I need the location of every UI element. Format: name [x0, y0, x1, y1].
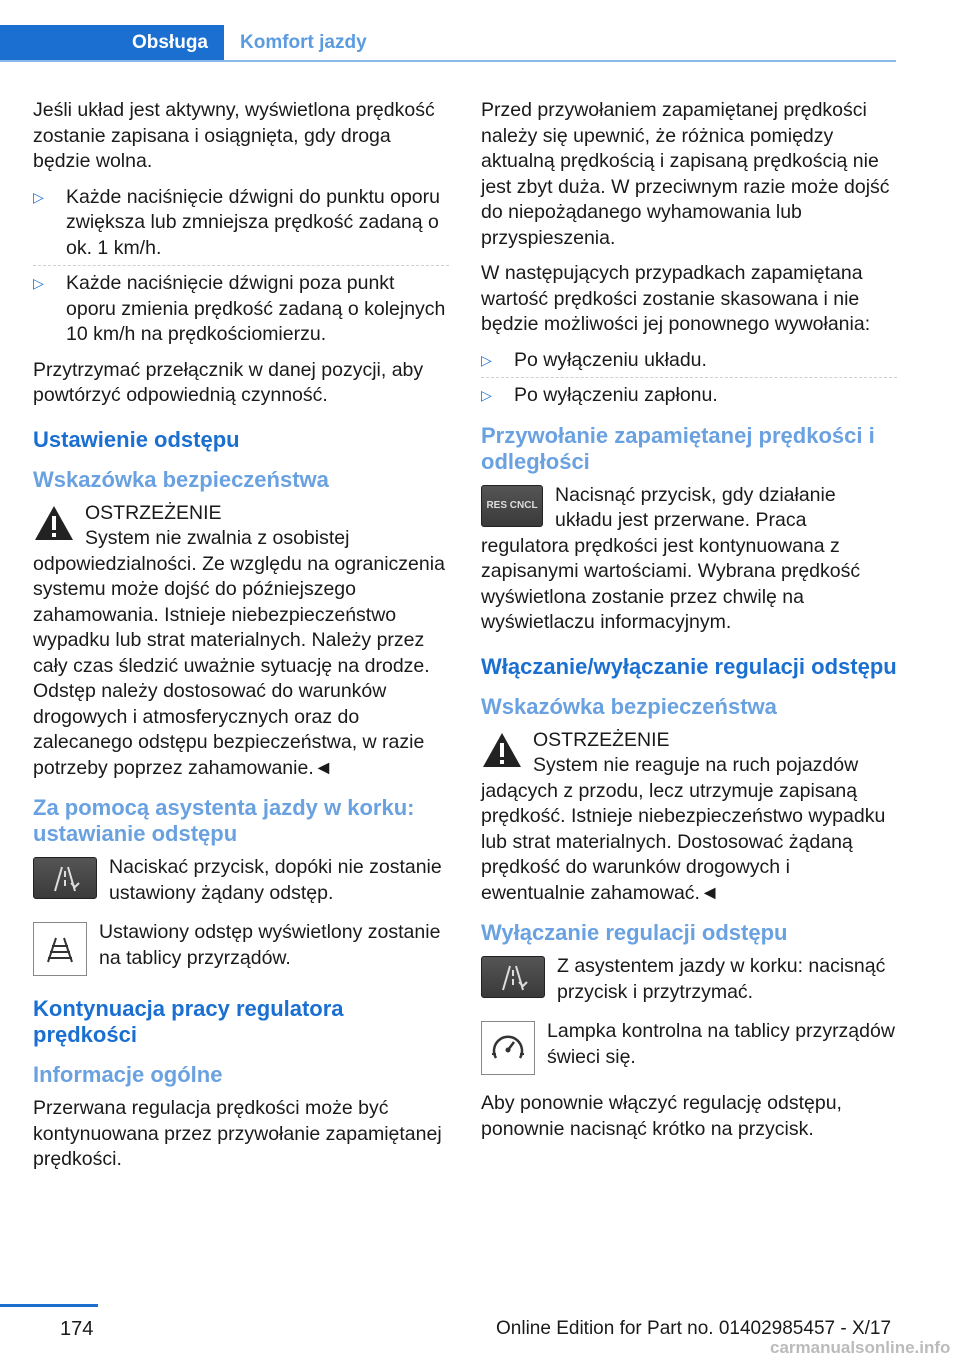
right-column: [481, 98, 897, 1152]
cases-paragraph: W następujących przypadkach zapamiętana wartość prędkości zostanie skasowana i nie będzie możliwości jej ponownego wywołania:: [481, 262, 871, 335]
list-item: ▷ Po wyłączeniu układu.: [481, 348, 897, 374]
heading-off: Wyłączanie regulacji odstępu: [481, 920, 788, 945]
speedometer-lamp-icon: [481, 1021, 535, 1075]
heading-toggle: Włączanie/wyłączanie regulacji odstępu: [481, 653, 897, 679]
off-row: [481, 954, 897, 1005]
warning-triangle-icon: [33, 504, 75, 542]
distance-indicator-icon: [33, 922, 87, 976]
press-row: [33, 855, 449, 906]
shown-row: [33, 920, 449, 978]
distance-button-icon: [481, 956, 545, 998]
press-text: Naciskać przycisk, dopóki nie zostanie ustawiony żądany odstęp.: [109, 856, 442, 904]
page-number: 174: [60, 1318, 94, 1340]
list-item: ▷ Po wyłączeniu zapłonu.: [481, 383, 897, 409]
warning-title: OSTRZEŻENIE: [533, 728, 670, 751]
left-column: [33, 98, 449, 1183]
lamp-text: Lampka kontrolna na tablicy przyrządów świeci się.: [547, 1020, 895, 1068]
warning-title: OSTRZEŻENIE: [85, 501, 222, 524]
list-item: ▷ Każde naciśnięcie dźwigni do punktu oporu zwiększa lub zmniejsza prędkość zadaną o ok. 1 km/h.: [33, 185, 440, 259]
heading-recall: Przywołanie zapamiętanej prędkości i odległości: [481, 422, 875, 474]
heading-safety-right: Wskazówka bezpieczeństwa: [481, 693, 777, 719]
hold-paragraph: Przytrzymać przełącznik w danej pozycji, aby powtórzyć odpowiednią czynność.: [33, 358, 424, 406]
shown-text: Ustawiony odstęp wyświetlony zostanie na tablicy przyrządów.: [99, 921, 441, 969]
watermark: carmanualsonline.info: [770, 1338, 951, 1357]
bullet-triangle-icon: ▷: [481, 387, 492, 403]
heading-safety: Wskazówka bezpieczeństwa: [33, 466, 329, 492]
heading-continue: Kontynuacja pracy regulatora prędkości: [33, 996, 344, 1047]
lamp-row: [481, 1019, 897, 1077]
recall-row: [481, 483, 897, 636]
page-header: [0, 0, 960, 64]
off-text: Z asystentem jazdy w korku: nacisnąć przycisk i przytrzymać.: [557, 955, 886, 1003]
tab-obsluga[interactable]: Obsługa: [0, 25, 224, 61]
warning-block: [33, 501, 449, 782]
recall-text: Nacisnąć przycisk, gdy działanie układu jest przerwane. Praca regulatora prędkości jest kontynuowana z zapisanymi wartościami. Wybrana prędkość wyświetlona zostanie przez chwilę na wyświetlaczu informacyjnym.: [481, 483, 861, 633]
res-cncl-button-icon: RES CNCL: [481, 485, 543, 527]
heading-general: Informacje ogólne: [33, 1062, 223, 1087]
warning-text: System nie zwalnia z osobistej odpowiedzialności. Ze względu na ograniczenia systemu może dojść do późniejszego zahamowania. Istnieje niebezpieczeństwo wypadku lub strat materialnych. Należy przez cały czas śledzić uważnie sytuację na drodze. Odstęp należy dostosować do warunków drogowych i atmosferycznych oraz do zalecanego odstępu bezpieczeństwa, w razie potrzeby poprzez zahamowanie.◄: [33, 527, 445, 779]
list-item: ▷ Każde naciśnięcie dźwigni poza punkt oporu zmienia prędkość zadaną o kolejnych 10 km/h na prędkościomierzu.: [33, 271, 449, 348]
bullet-triangle-icon: ▷: [481, 351, 492, 368]
general-paragraph: Przerwana regulacja prędkości może być kontynuowana przez przywołanie zapamiętanej prędkości.: [33, 1097, 442, 1170]
warning-block-right: [481, 728, 897, 907]
again-paragraph: Aby ponownie włączyć regulację odstępu, ponownie nacisnąć krótko na przycisk.: [481, 1092, 842, 1140]
intro-paragraph: Jeśli układ jest aktywny, wyświetlona prędkość zostanie zapisana i osiągnięta, gdy droga będzie wolna.: [33, 99, 435, 172]
distance-button-icon: [33, 857, 97, 899]
header-divider: [0, 60, 896, 62]
heading-traffic-assistant: Za pomocą asystenta jazdy w korku: ustawianie odstępu: [33, 795, 415, 846]
warning-triangle-icon: [481, 731, 523, 769]
warning-text: System nie reaguje na ruch pojazdów jadących z przodu, lecz utrzymuje zapisaną prędkość. Istnieje niebezpieczeństwo wypadku lub strat materialnych. Dostosować żądaną prędkość do warunków drogowych i ewentualnie zahamować.◄: [481, 754, 886, 904]
footer-divider: [0, 1304, 98, 1307]
bullet-triangle-icon: ▷: [33, 188, 44, 205]
footer-edition: Online Edition for Part no. 01402985457 - X/17: [496, 1318, 892, 1339]
before-paragraph: Przed przywołaniem zapamiętanej prędkości należy się upewnić, że różnica pomiędzy aktualną prędkością i zapisaną prędkością nie jest zbyt duża. W przeciwnym razie może dojść do niepożądanego wyhamowania lub przyspieszenia.: [481, 99, 890, 249]
tab-komfort-jazdy[interactable]: Komfort jazdy: [240, 32, 367, 53]
heading-distance: Ustawienie odstępu: [33, 426, 240, 452]
bullet-triangle-icon: ▷: [33, 275, 44, 291]
